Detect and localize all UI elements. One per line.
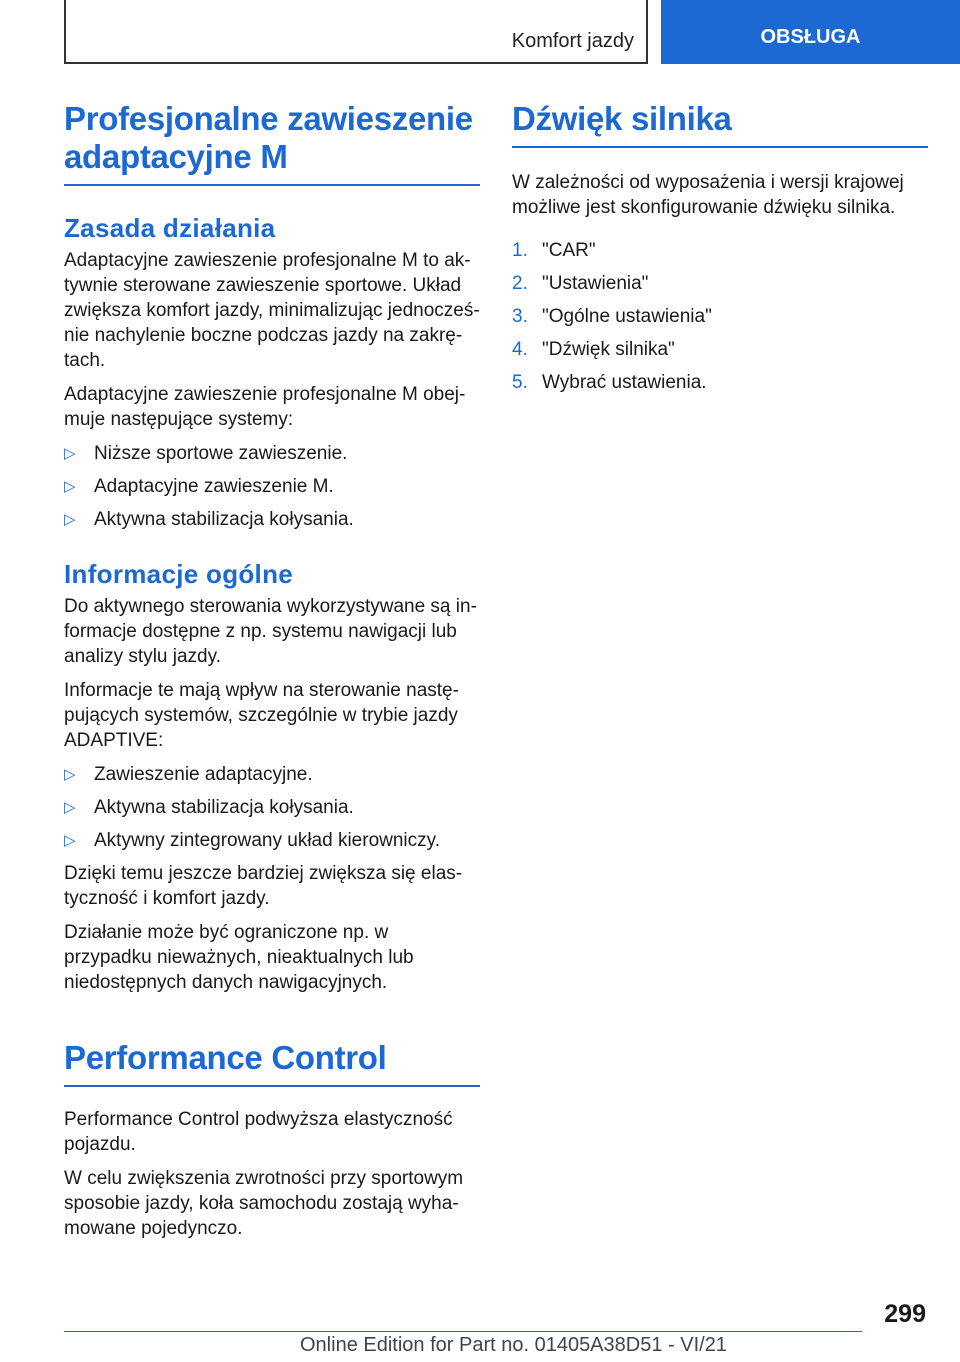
triangle-bullet-icon: ▷ xyxy=(64,445,76,462)
header-box xyxy=(64,0,648,64)
heading-performance: Performance Control xyxy=(64,1039,480,1087)
heading-engine-sound: Dźwięk silnika xyxy=(512,100,928,148)
page-number: 299 xyxy=(884,1300,926,1328)
list-item: ▷ Niższe sportowe zawieszenie. xyxy=(64,443,348,464)
list-item: ▷ Aktywny zintegrowany układ kierowniczy. xyxy=(64,830,441,851)
triangle-bullet-icon: ▷ xyxy=(64,511,76,528)
paragraph: Informacje te mają wpływ na sterowanie następujących systemów, szczególnie w trybie jazdy ADAPTIVE: xyxy=(64,680,459,751)
paragraph: Adaptacyjne zawieszenie profesjonalne M obejmuje następujące systemy: xyxy=(64,384,466,430)
list-item: ▷ Adaptacyjne zawieszenie M. xyxy=(64,476,334,497)
heading-suspension: Profesjonalne zawieszenie adaptacyjne M xyxy=(64,100,480,186)
section-title: Komfort jazdy xyxy=(511,30,634,52)
paragraph: Do aktywnego sterowania wykorzystywane są informacje dostępne z np. systemu nawigacji lub analizy stylu jazdy. xyxy=(64,596,477,667)
triangle-bullet-icon: ▷ xyxy=(64,799,76,816)
paragraph: W zależności od wyposażenia i wersji krajowej możliwe jest skonfigurowanie dźwięku silnika. xyxy=(512,172,904,218)
paragraph: W celu zwiększenia zwrotności przy sportowym sposobie jazdy, koła samochodu zostają wyhamowane pojedynczo. xyxy=(64,1168,464,1239)
triangle-bullet-icon: ▷ xyxy=(64,832,76,849)
step-item: 3. "Ogólne ustawienia" xyxy=(512,306,712,327)
adaptive-systems-list xyxy=(64,762,480,853)
chapter-tab-label: OBSŁUGA xyxy=(760,25,861,48)
systems-list xyxy=(64,441,480,532)
paragraph: Działanie może być ograniczone np. w przypadku nieważnych, nieaktualnych lub niedostępnych danych nawigacyjnych. xyxy=(64,922,414,993)
chapter-tab xyxy=(661,0,960,64)
heading-principle: Zasada działania xyxy=(64,213,276,243)
steps-list xyxy=(512,238,928,395)
step-item: 1. "CAR" xyxy=(512,240,596,261)
paragraph: Adaptacyjne zawieszenie profesjonalne M to aktywnie sterowane zawieszenie sportowe. Układ zwiększa komfort jazdy, minimalizując jednocześnie nachylenie boczne podczas jazdy na zakrętach. xyxy=(64,250,480,371)
triangle-bullet-icon: ▷ xyxy=(64,478,76,495)
right-column xyxy=(512,100,928,403)
left-column xyxy=(64,100,480,1250)
triangle-bullet-icon: ▷ xyxy=(64,766,76,783)
list-item: ▷ Zawieszenie adaptacyjne. xyxy=(64,764,313,785)
edition-footer: Online Edition for Part no. 01405A38D51 - VI/21 xyxy=(300,1334,727,1356)
step-item: 5. Wybrać ustawienia. xyxy=(512,372,707,393)
heading-general: Informacje ogólne xyxy=(64,559,294,589)
step-item: 4. "Dźwięk silnika" xyxy=(512,339,675,360)
list-item: ▷ Aktywna stabilizacja kołysania. xyxy=(64,797,354,818)
footer-divider xyxy=(64,1331,862,1332)
paragraph: Performance Control podwyższa elastyczność pojazdu. xyxy=(64,1109,453,1155)
list-item: ▷ Aktywna stabilizacja kołysania. xyxy=(64,509,354,530)
step-item: 2. "Ustawienia" xyxy=(512,273,649,294)
paragraph: Dzięki temu jeszcze bardziej zwiększa się elastyczność i komfort jazdy. xyxy=(64,863,463,909)
